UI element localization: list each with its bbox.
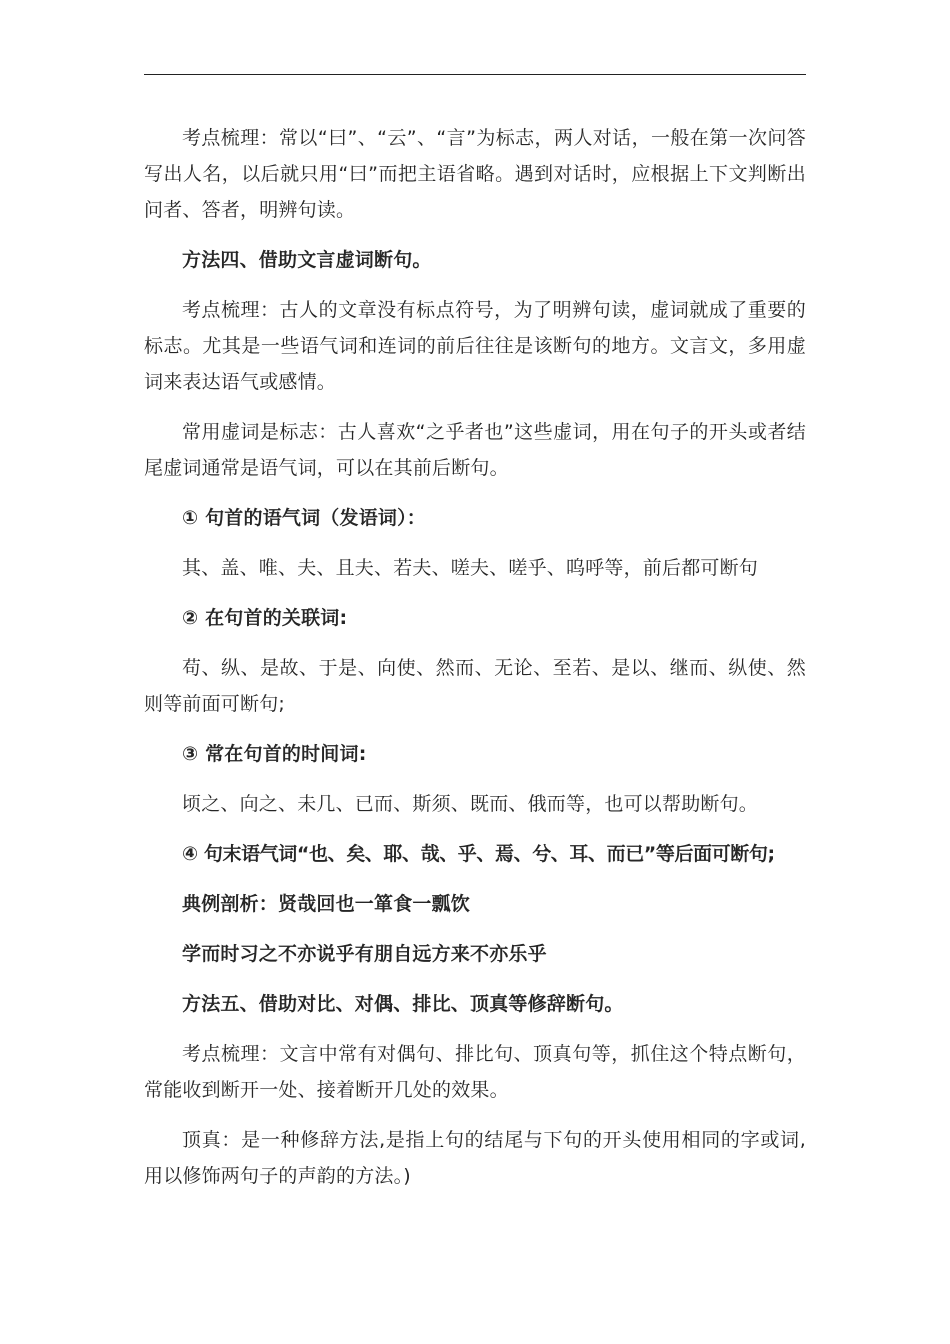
example-analysis-one: 典例剖析：贤哉回也一箪食一瓢饮 <box>182 893 471 915</box>
paragraph-dialogue-rule: 考点梳理：常以“曰”、“云”、“言”为标志，两人对话，一般在第一次问答写出人名，以后就只用“曰”而把主语省略。遇到对话时，应根据上下文判断出问者、答者，明辨句读。 <box>144 127 806 221</box>
paragraph-anadiplosis: 顶真：是一种修辞方法,是指上句的结尾与下句的开头使用相同的字或词,用以修饰两句子的声韵的方法。) <box>144 1129 806 1187</box>
paragraph-function-words: 考点梳理：古人的文章没有标点符号，为了明辨句读，虚词就成了重要的标志。尤其是一些语气词和连词的前后往往是该断句的地方。文言文，多用虚词来表达语气或感情。 <box>144 299 806 393</box>
heading-method-five: 方法五、借助对比、对偶、排比、顶真等修辞断句。 <box>182 993 624 1015</box>
subheading-conjunctions: ② 在句首的关联词: <box>182 607 348 629</box>
subheading-final-particles: ④ 句末语气词“也、矣、耶、哉、乎、焉、兮、耳、而已”等后面可断句; <box>182 843 775 865</box>
example-analysis-two: 学而时习之不亦说乎有朋自远方来不亦乐乎 <box>182 943 547 965</box>
paragraph-rhetoric: 考点梳理：文言中常有对偶句、排比句、顶真句等，抓住这个特点断句，常能收到断开一处、接着断开几处的效果。 <box>144 1043 806 1101</box>
subheading-time-words: ③ 常在句首的时间词: <box>182 743 367 765</box>
paragraph-common-function-words: 常用虚词是标志：古人喜欢“之乎者也”这些虚词，用在句子的开头或者结尾虚词通常是语气词，可以在其前后断句。 <box>144 421 806 479</box>
header-rule <box>144 74 806 75</box>
paragraph-conjunctions-list: 苟、纵、是故、于是、向使、然而、无论、至若、是以、继而、纵使、然则等前面可断句; <box>144 657 806 715</box>
document-body <box>144 120 806 1208</box>
heading-method-four: 方法四、借助文言虚词断句。 <box>182 249 432 271</box>
subheading-initial-particles: ① 句首的语气词（发语词）： <box>182 507 427 529</box>
paragraph-initial-particles-list: 其、盖、唯、夫、且夫、若夫、嗟夫、嗟乎、呜呼等，前后都可断句 <box>182 557 759 579</box>
paragraph-time-words-list: 顷之、向之、未几、已而、斯须、既而、俄而等，也可以帮助断句。 <box>182 793 759 815</box>
